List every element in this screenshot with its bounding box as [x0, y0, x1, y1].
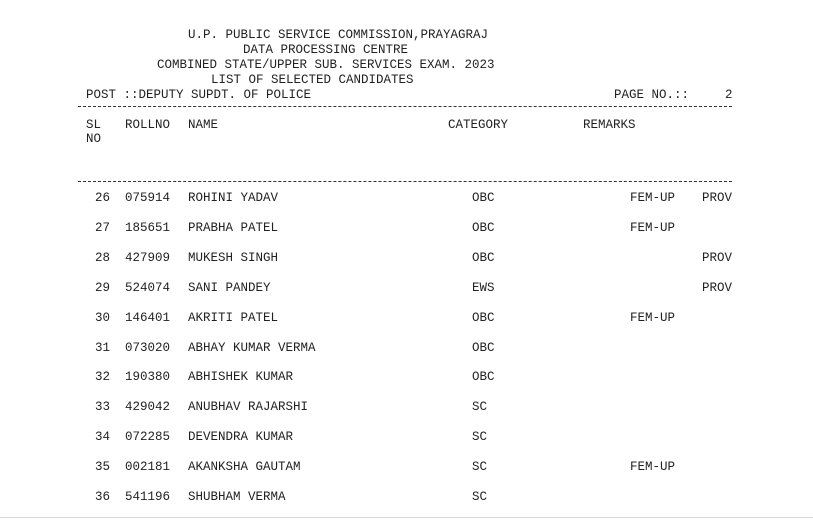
table-row [0, 459, 813, 475]
candidate-name: SHUBHAM VERMA [188, 490, 286, 504]
candidate-category: OBC [472, 370, 495, 385]
serial-number: 30 [94, 310, 110, 325]
exam-title: COMBINED STATE/UPPER SUB. SERVICES EXAM. 2023 [157, 58, 495, 72]
roll-number: 524074 [125, 280, 171, 295]
serial-number: 34 [94, 430, 110, 445]
remark-prov: PROV [702, 280, 733, 295]
candidate-name: ANUBHAV RAJARSHI [188, 400, 309, 415]
roll-number: 190380 [125, 370, 171, 385]
serial-number: 26 [94, 191, 110, 205]
table-row [0, 369, 813, 385]
candidate-category: SC [472, 400, 488, 415]
commission-title: U.P. PUBLIC SERVICE COMMISSION,PRAYAGRAJ [188, 28, 489, 42]
list-title: LIST OF SELECTED CANDIDATES [211, 73, 414, 87]
serial-number: 32 [94, 370, 110, 385]
candidate-name: PRABHA PATEL [188, 220, 279, 235]
serial-number: 31 [94, 340, 110, 355]
candidate-category: SC [472, 430, 488, 445]
centre-title: DATA PROCESSING CENTRE [243, 43, 409, 57]
remark-fem-up: FEM-UP [630, 220, 676, 235]
page-bottom-edge [0, 517, 813, 518]
remark-fem-up: FEM-UP [630, 191, 676, 205]
table-row [0, 250, 813, 266]
table-row [0, 429, 813, 445]
header-bottom-rule [78, 181, 732, 182]
page-number: 2 [725, 88, 733, 102]
remark-prov: PROV [702, 191, 733, 205]
candidate-category: OBC [472, 220, 495, 235]
candidate-category: OBC [472, 191, 495, 205]
serial-number: 35 [94, 460, 110, 475]
column-header-category: CATEGORY [448, 118, 509, 132]
column-header-rollno: ROLLNO [125, 118, 171, 132]
remark-fem-up: FEM-UP [630, 310, 676, 325]
table-row [0, 190, 813, 206]
serial-number: 29 [94, 280, 110, 295]
column-header-no: NO [86, 132, 102, 146]
table-row [0, 399, 813, 415]
column-header-remarks: REMARKS [583, 118, 636, 132]
candidate-category: OBC [472, 250, 495, 265]
candidate-name: DEVENDRA KUMAR [188, 430, 294, 445]
serial-number: 33 [94, 400, 110, 415]
candidate-name: AKANKSHA GAUTAM [188, 460, 301, 475]
table-row [0, 280, 813, 296]
candidate-name: ROHINI YADAV [188, 191, 279, 205]
candidate-name: AKRITI PATEL [188, 310, 279, 325]
roll-number: 429042 [125, 400, 171, 415]
roll-number: 146401 [125, 310, 171, 325]
roll-number: 002181 [125, 460, 171, 475]
roll-number: 072285 [125, 430, 171, 445]
table-row [0, 340, 813, 356]
remark-fem-up: FEM-UP [630, 460, 676, 475]
candidate-category: SC [472, 490, 488, 504]
page-number-label: PAGE NO.:: [614, 88, 690, 102]
roll-number: 075914 [125, 191, 171, 205]
post-label: POST ::DEPUTY SUPDT. OF POLICE [86, 88, 312, 102]
candidate-category: SC [472, 460, 488, 475]
table-row [0, 489, 813, 505]
candidate-category: OBC [472, 340, 495, 355]
candidate-category: OBC [472, 310, 495, 325]
serial-number: 36 [94, 490, 110, 504]
table-row [0, 310, 813, 326]
column-header-sl: SL [86, 118, 102, 132]
roll-number: 427909 [125, 250, 171, 265]
candidate-name: MUKESH SINGH [188, 250, 279, 265]
roll-number: 185651 [125, 220, 171, 235]
roll-number: 541196 [125, 490, 171, 504]
header-top-rule [78, 106, 732, 107]
roll-number: 073020 [125, 340, 171, 355]
column-header-name: NAME [188, 118, 219, 132]
serial-number: 27 [94, 220, 110, 235]
candidate-name: ABHAY KUMAR VERMA [188, 340, 316, 355]
candidate-name: ABHISHEK KUMAR [188, 370, 294, 385]
candidate-category: EWS [472, 280, 495, 295]
table-row [0, 220, 813, 236]
candidate-name: SANI PANDEY [188, 280, 271, 295]
remark-prov: PROV [702, 250, 733, 265]
serial-number: 28 [94, 250, 110, 265]
